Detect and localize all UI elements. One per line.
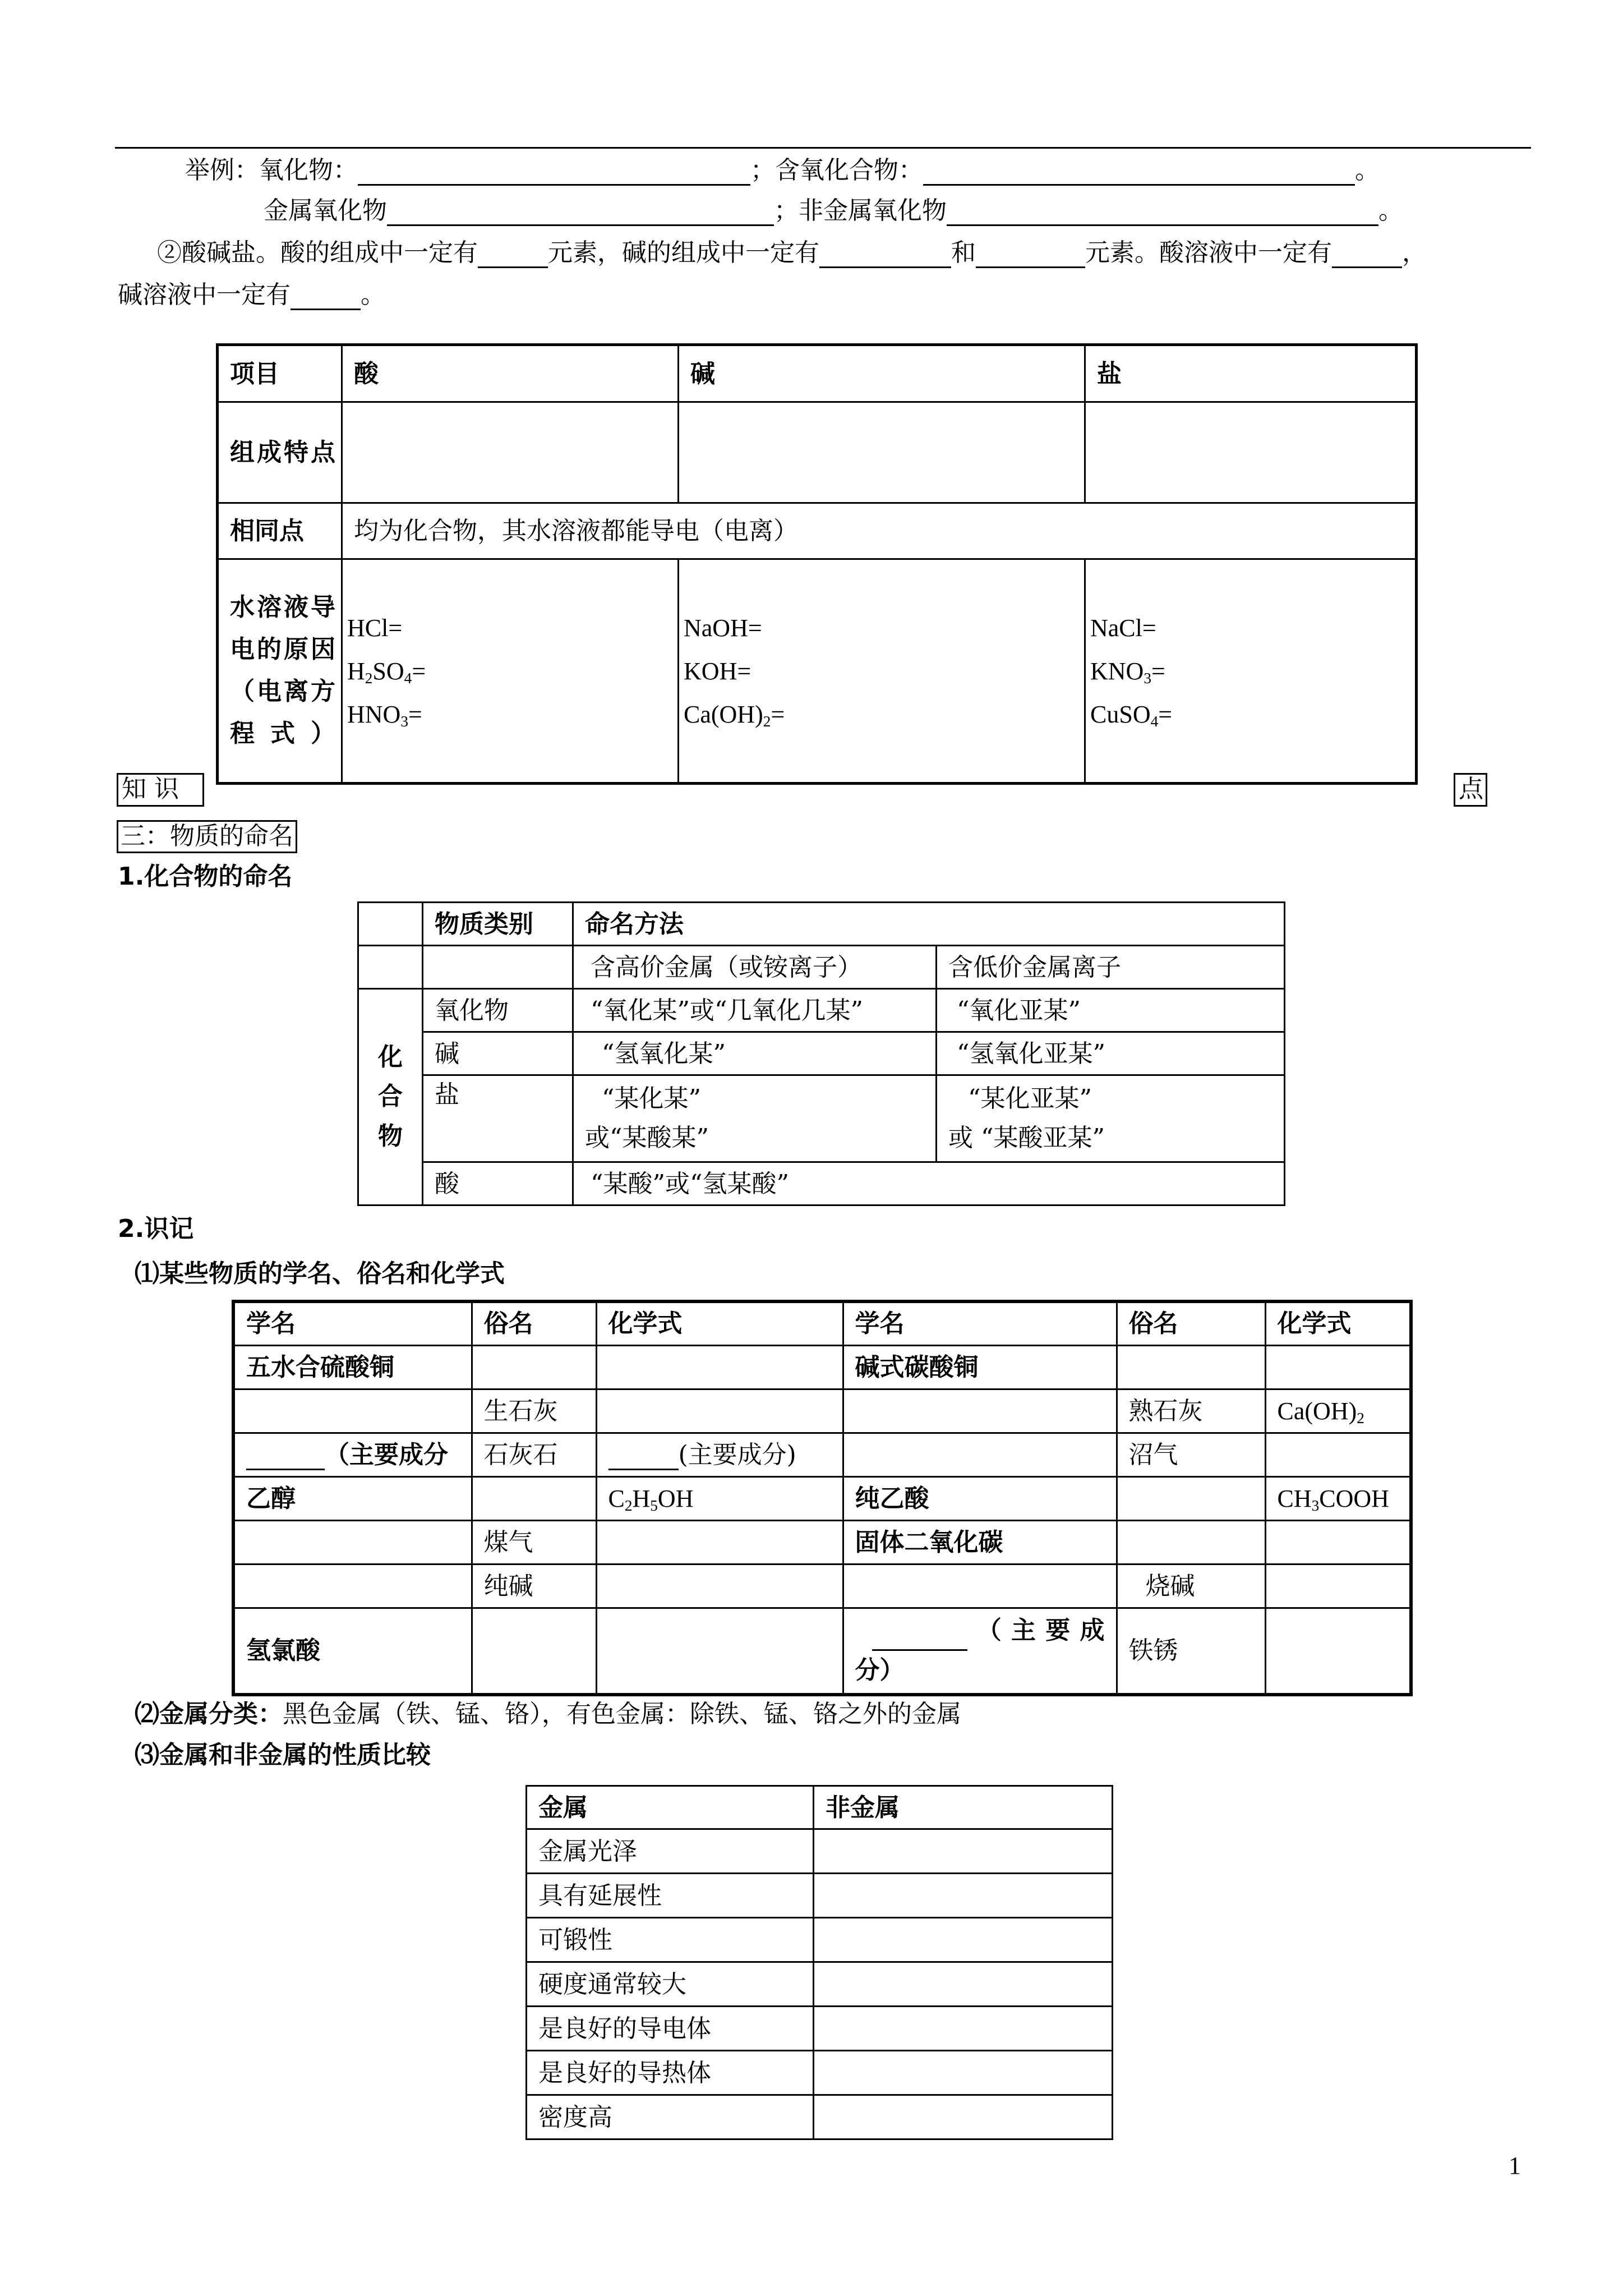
- nonmetal-header: 非金属: [814, 1786, 1113, 1829]
- names-h-sci-1: 学名: [233, 1301, 472, 1345]
- table-row: （主要成分 石灰石 (主要成分) 沼气: [233, 1433, 1411, 1476]
- naming-table: [357, 901, 1285, 1206]
- sub1-title: 1.化合物的命名: [118, 862, 293, 891]
- naming-acid-method: “某酸”或“氢某酸”: [573, 1162, 1285, 1205]
- sub2-title: 2.识记: [118, 1214, 194, 1243]
- blank-main-component-1[interactable]: [246, 1447, 325, 1470]
- blank-main-component-2[interactable]: [608, 1447, 679, 1470]
- header-line-2: 金属氧化物 ；非金属氧化物 。: [264, 196, 1403, 225]
- blank-nonmetal-oxide[interactable]: [947, 202, 1378, 226]
- header-acid: 酸: [342, 345, 679, 402]
- table-row: 密度高: [527, 2095, 1113, 2139]
- header-line-1: 举例：氧化物： ；含氧化合物： 。: [185, 156, 1380, 185]
- naming-cat-salt: 盐: [423, 1075, 573, 1162]
- sub2-2-text: 黑色金属（铁、锰、铬），有色金属：除铁、锰、铬之外的金属: [283, 1700, 961, 1728]
- sub2-2-line: [135, 1700, 961, 1729]
- table-row: 是良好的导热体: [527, 2051, 1113, 2095]
- header-salt: 盐: [1085, 345, 1417, 402]
- eq-naoh: NaOH=: [684, 614, 762, 642]
- naming-salt-low: “某化亚某” 或 “某酸亚某”: [937, 1075, 1285, 1162]
- table-row: 具有延展性: [527, 1874, 1113, 1918]
- names-h-common-2: 俗名: [1117, 1301, 1265, 1345]
- blank-base-element-1[interactable]: [819, 244, 951, 268]
- eq-koh: KOH=: [684, 657, 751, 685]
- page-number: 1: [1509, 2152, 1521, 2179]
- naming-oxide-low: “氧化亚某”: [937, 989, 1285, 1032]
- table-row: 纯碱 烧碱: [233, 1564, 1411, 1608]
- eq-nacl: NaCl=: [1090, 614, 1156, 642]
- naming-empty-2: [423, 946, 573, 989]
- metal-header: 金属: [527, 1786, 814, 1829]
- metal-nonmetal-table: [525, 1785, 1113, 2140]
- header-item: 项目: [218, 345, 342, 402]
- table-row: 金属光泽: [527, 1829, 1113, 1874]
- row-common-label: 相同点: [218, 503, 342, 559]
- naming-header-low: 含低价金属离子: [937, 946, 1285, 989]
- row-reason-label: 水溶液导电的原因（电离方程式）: [218, 559, 342, 784]
- table-row: 硬度通常较大: [527, 1962, 1113, 2007]
- naming-header-category: 物质类别: [423, 903, 573, 946]
- table-row: 五水合硫酸铜 碱式碳酸铜: [233, 1345, 1411, 1389]
- acid-base-salt-table: [216, 343, 1418, 785]
- blank-acid-element[interactable]: [478, 244, 548, 268]
- eq-h2so4: $H_2SO_4=$: [347, 657, 426, 687]
- naming-base-high: “氢氧化某”: [573, 1032, 937, 1075]
- names-h-formula-1: 化学式: [596, 1301, 843, 1345]
- blank-oxide[interactable]: [358, 162, 750, 186]
- table-row: 乙醇 $C_2H_5OH$ 纯乙酸 $CH_3COOH$: [233, 1476, 1411, 1520]
- knowledge-label-right: 点: [1454, 773, 1487, 807]
- names-h-sci-2: 学名: [843, 1301, 1117, 1345]
- naming-empty-1: [358, 946, 423, 989]
- knowledge-label-left: 知 识: [117, 773, 204, 807]
- cell-salt-composition[interactable]: [1085, 402, 1417, 503]
- naming-cat-acid: 酸: [423, 1162, 573, 1205]
- acid-equations: [342, 559, 679, 784]
- table-row: 是良好的导电体: [527, 2007, 1113, 2051]
- top-rule: [115, 147, 1531, 149]
- blank-acid-solution[interactable]: [1332, 244, 1402, 268]
- table-row: 煤气 固体二氧化碳: [233, 1520, 1411, 1564]
- eq-cuso4: CuSO$_4$=: [1090, 700, 1173, 730]
- naming-group-label: 化 合 物: [358, 989, 423, 1205]
- base-equations: [679, 559, 1085, 784]
- names-h-common-1: 俗名: [472, 1301, 596, 1345]
- sub2-1-title: ⑴某些物质的学名、俗名和化学式: [135, 1259, 505, 1288]
- names-h-formula-2: 化学式: [1265, 1301, 1411, 1345]
- header-line-4: 碱溶液中一定有 。: [118, 280, 385, 309]
- sub2-3-title: ⑶金属和非金属的性质比较: [135, 1741, 431, 1769]
- blank-oxygen-compound[interactable]: [923, 162, 1355, 186]
- row-composition-label: 组成特点: [218, 402, 342, 503]
- names-table: [232, 1300, 1413, 1696]
- naming-header-high: 含高价金属（或铵离子）: [573, 946, 937, 989]
- naming-corner: [358, 903, 423, 946]
- eq-caoh2: $Ca(OH)_2=$: [684, 700, 785, 730]
- table-row: 生石灰 熟石灰 $Ca(OH)_2$: [233, 1389, 1411, 1433]
- header-base: 碱: [679, 345, 1085, 402]
- salt-equations: [1085, 559, 1417, 784]
- eq-hcl: HCl=: [347, 614, 403, 642]
- table-row: 可锻性: [527, 1918, 1113, 1962]
- common-text: 均为化合物，其水溶液都能导电（电离）: [342, 503, 1417, 559]
- blank-base-element-2[interactable]: [976, 244, 1085, 268]
- header-line-3: ②酸碱盐。酸的组成中一定有 元素，碱的组成中一定有 和 元素。酸溶液中一定有 ，: [157, 238, 1427, 267]
- naming-oxide-high: “氧化某”或“几氧化几某”: [573, 989, 937, 1032]
- cell-acid-composition[interactable]: [342, 402, 679, 503]
- naming-cat-oxide: 氧化物: [423, 989, 573, 1032]
- eq-kno3: $KNO_3=$: [1090, 657, 1165, 687]
- naming-header-method: 命名方法: [573, 903, 1285, 946]
- naming-salt-high: “某化某” 或“某酸某”: [573, 1075, 937, 1162]
- cell-base-composition[interactable]: [679, 402, 1085, 503]
- blank-base-solution[interactable]: [291, 286, 361, 310]
- sub2-2-label: ⑵金属分类：: [135, 1700, 283, 1728]
- eq-hno3: $HNO_3=$: [347, 700, 422, 730]
- table-row: 氢氯酸 （主要成 分） 铁锈: [233, 1608, 1411, 1695]
- blank-main-component-3[interactable]: [872, 1628, 967, 1651]
- naming-base-low: “氢氧化亚某”: [937, 1032, 1285, 1075]
- blank-metal-oxide[interactable]: [387, 202, 774, 226]
- section3-title: 三：物质的命名: [117, 820, 297, 853]
- naming-cat-base: 碱: [423, 1032, 573, 1075]
